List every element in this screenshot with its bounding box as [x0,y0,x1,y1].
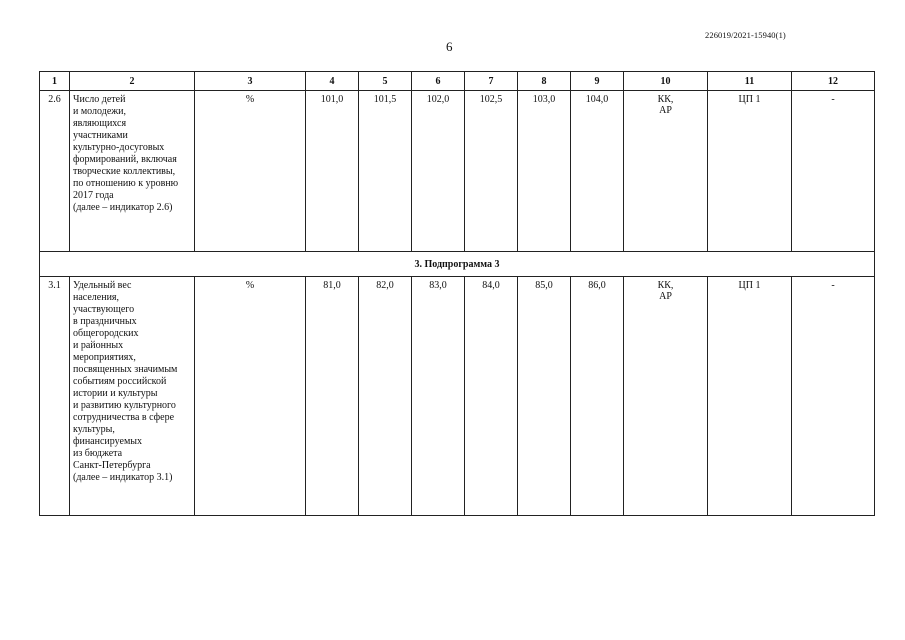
row-number: 2.6 [40,91,70,252]
value-cell: 104,0 [571,91,624,252]
name-line: мероприятиях, [73,352,136,363]
column-header: 7 [465,72,518,91]
responsible-line: АР [659,291,672,302]
name-line: событиям российской [73,376,167,387]
name-line: культурно-досуговых [73,142,165,153]
column-header: 5 [359,72,412,91]
name-line: творческие коллективы, [73,166,176,177]
value-cell: 86,0 [571,277,624,516]
section-title: 3. Подпрограмма 3 [40,252,875,277]
name-line: участниками [73,130,128,141]
name-line: Удельный вес [73,280,132,291]
value-cell: 84,0 [465,277,518,516]
row-number: 3.1 [40,277,70,516]
name-line: в праздничных [73,316,137,327]
name-line: из бюджета [73,448,123,459]
column-header: 9 [571,72,624,91]
name-line: истории и культуры [73,388,158,399]
name-line: населения, [73,292,120,303]
value-cell: 102,0 [412,91,465,252]
value-cell: 101,0 [306,91,359,252]
value-cell: 82,0 [359,277,412,516]
name-line: по отношению к уровню [73,178,179,189]
name-line: финансируемых [73,436,142,447]
name-line: Число детей [73,94,126,105]
name-line: (далее – индикатор 2.6) [73,202,173,213]
column-header: 3 [195,72,306,91]
column-header: 8 [518,72,571,91]
indicators-table [39,71,875,516]
name-line: 2017 года [73,190,114,201]
responsible-cell [624,277,708,516]
name-line: формирований, включая [73,154,177,165]
column-header: 12 [792,72,875,91]
value-cell: 103,0 [518,91,571,252]
name-line: Санкт-Петербурга [73,460,151,471]
indicator-name [70,91,195,252]
name-line: посвященных значимым [73,364,178,375]
value-cell: 102,5 [465,91,518,252]
column-header: 6 [412,72,465,91]
header-row [40,72,875,91]
responsible-line: КК, [657,94,674,105]
goal-cell: ЦП 1 [708,277,792,516]
column-header: 10 [624,72,708,91]
unit-cell: % [195,277,306,516]
name-line: и районных [73,340,124,351]
name-line: и развитию культурного [73,400,176,411]
value-cell: 81,0 [306,277,359,516]
name-line: культуры, [73,424,115,435]
section-row [40,252,875,277]
table-row [40,277,875,516]
unit-cell: % [195,91,306,252]
name-line: (далее – индикатор 3.1) [73,472,173,483]
column-header: 1 [40,72,70,91]
page-number: 6 [446,39,453,54]
name-line: сотрудничества в сфере [73,412,175,423]
goal-cell: ЦП 1 [708,91,792,252]
value-cell: 85,0 [518,277,571,516]
name-line: участвующего [73,304,135,315]
column-header: 2 [70,72,195,91]
responsible-line: КК, [657,280,674,291]
indicator-name [70,277,195,516]
responsible-cell [624,91,708,252]
note-cell: - [792,277,875,516]
name-line: и молодежи, [73,106,127,117]
name-line: являющихся [73,118,127,129]
value-cell: 101,5 [359,91,412,252]
table-row [40,91,875,252]
column-header: 11 [708,72,792,91]
name-line: общегородских [73,328,139,339]
document-id: 226019/2021-15940(1) [705,30,786,40]
responsible-line: АР [659,105,672,116]
value-cell: 83,0 [412,277,465,516]
note-cell: - [792,91,875,252]
column-header: 4 [306,72,359,91]
